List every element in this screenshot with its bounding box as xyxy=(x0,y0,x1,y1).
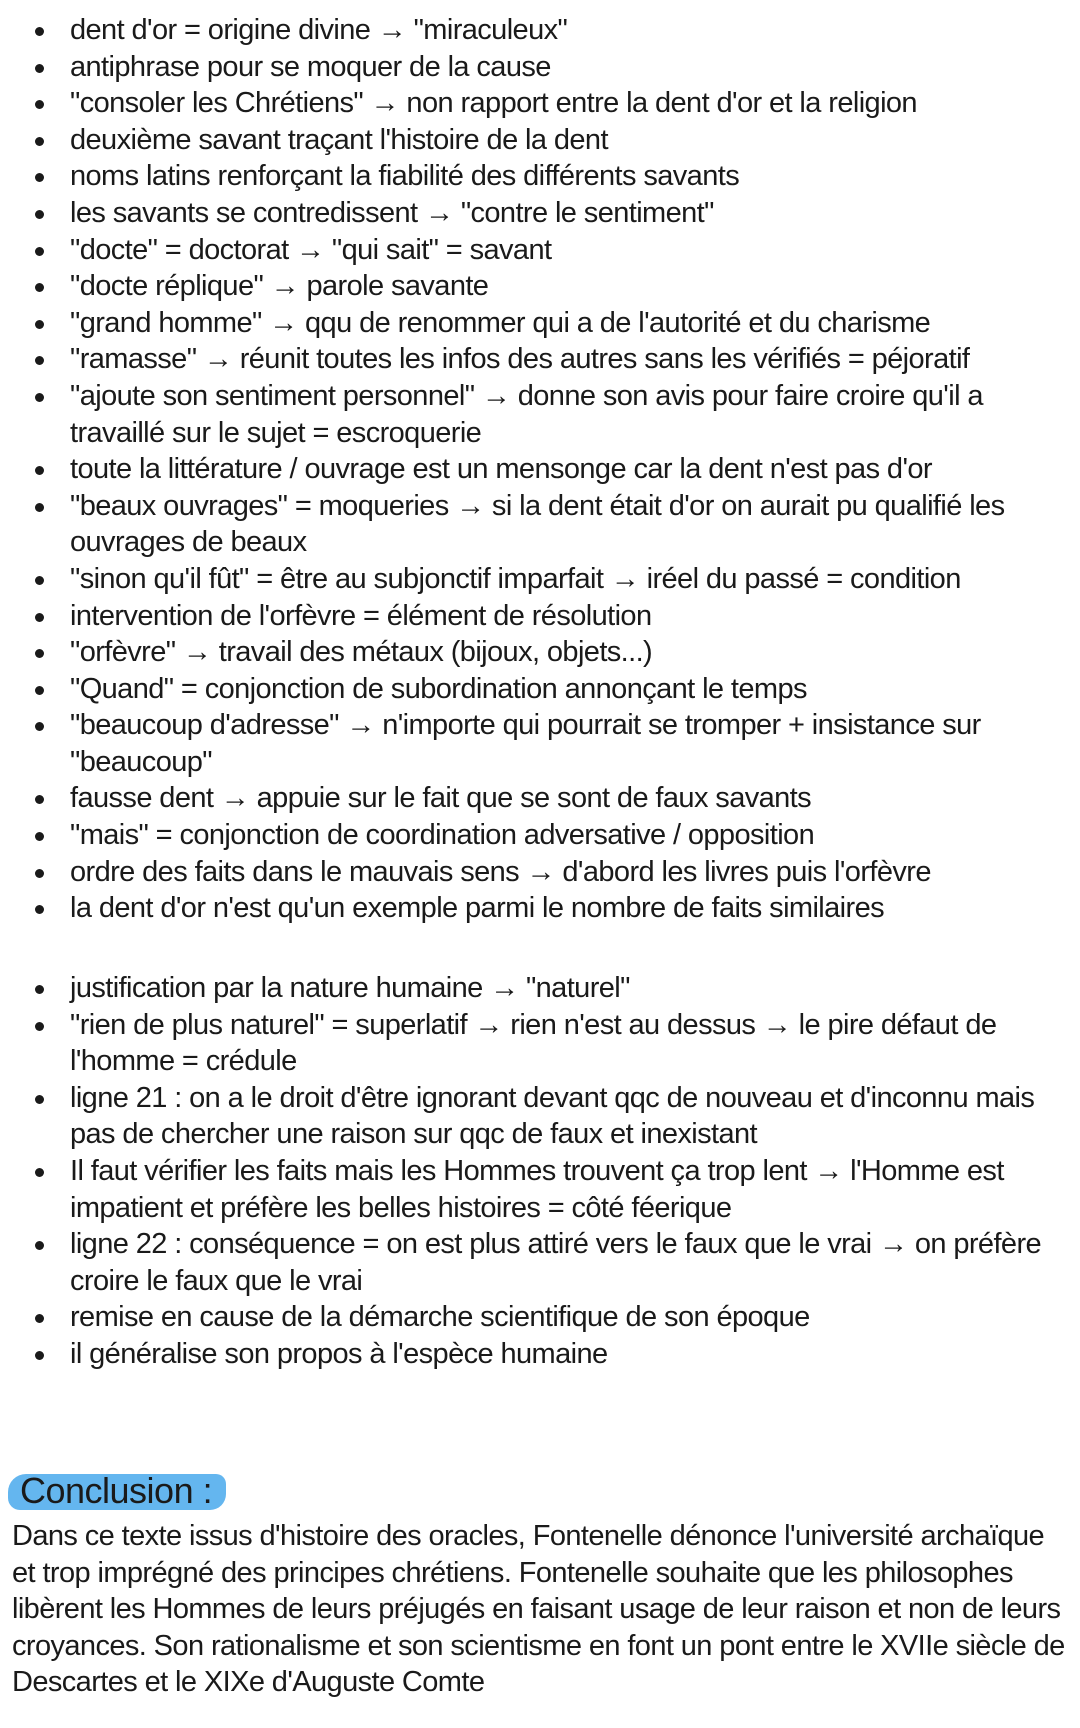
note-item: "orfèvre" → travail des métaux (bijoux, objets...) xyxy=(30,634,1070,671)
conclusion-heading-block xyxy=(8,1468,228,1516)
note-item: "consoler les Chrétiens" → non rapport entre la dent d'or et la religion xyxy=(30,85,1070,122)
note-item: toute la littérature / ouvrage est un mensonge car la dent n'est pas d'or xyxy=(30,451,1070,488)
note-item: "beaucoup d'adresse" → n'importe qui pourrait se tromper + insistance sur "beaucoup" xyxy=(30,707,1070,780)
note-item: antiphrase pour se moquer de la cause xyxy=(30,49,1070,86)
note-item: "sinon qu'il fût" = être au subjonctif imparfait → iréel du passé = condition xyxy=(30,561,1070,598)
note-item: "beaux ouvrages" = moqueries → si la dent était d'or on aurait pu qualifié les ouvrages de beaux xyxy=(30,488,1070,561)
note-item: noms latins renforçant la fiabilité des différents savants xyxy=(30,158,1070,195)
note-item: ligne 22 : conséquence = on est plus attiré vers le faux que le vrai → on préfère croire le faux que le vrai xyxy=(30,1226,1070,1299)
note-item: "mais" = conjonction de coordination adversative / opposition xyxy=(30,817,1070,854)
note-item: "grand homme" → qqu de renommer qui a de l'autorité et du charisme xyxy=(30,305,1070,342)
note-item: dent d'or = origine divine → "miraculeux" xyxy=(30,12,1070,49)
note-item: intervention de l'orfèvre = élément de résolution xyxy=(30,598,1070,635)
note-item: "ramasse" → réunit toutes les infos des autres sans les vérifiés = péjoratif xyxy=(30,341,1070,378)
note-item: Il faut vérifier les faits mais les Hommes trouvent ça trop lent → l'Homme est impatient et préfère les belles histoires = côté féerique xyxy=(30,1153,1070,1226)
note-item: fausse dent → appuie sur le fait que se sont de faux savants xyxy=(30,780,1070,817)
note-item: ordre des faits dans le mauvais sens → d'abord les livres puis l'orfèvre xyxy=(30,854,1070,891)
note-item: "rien de plus naturel" = superlatif → rien n'est au dessus → le pire défaut de l'homme = crédule xyxy=(30,1007,1070,1080)
note-item: deuxième savant traçant l'histoire de la dent xyxy=(30,122,1070,159)
note-item: "docte réplique" → parole savante xyxy=(30,268,1070,305)
note-item: ligne 21 : on a le droit d'être ignorant devant qqc de nouveau et d'inconnu mais pas de chercher une raison sur qqc de faux et inexistant xyxy=(30,1080,1070,1153)
note-item: les savants se contredissent → "contre le sentiment" xyxy=(30,195,1070,232)
note-item: il généralise son propos à l'espèce humaine xyxy=(30,1336,1070,1373)
note-item: "ajoute son sentiment personnel" → donne son avis pour faire croire qu'il a travaillé sur le sujet = escroquerie xyxy=(30,378,1070,451)
note-item: "Quand" = conjonction de subordination annonçant le temps xyxy=(30,671,1070,708)
note-item: "docte" = doctorat → "qui sait" = savant xyxy=(30,232,1070,269)
conclusion-heading: Conclusion : xyxy=(20,1470,213,1511)
note-item: la dent d'or n'est qu'un exemple parmi le nombre de faits similaires xyxy=(30,890,1070,927)
notes-list-part1 xyxy=(30,12,1070,927)
notes-list-part2 xyxy=(30,970,1070,1373)
note-item: remise en cause de la démarche scientifique de son époque xyxy=(30,1299,1070,1336)
note-item: justification par la nature humaine → "naturel" xyxy=(30,970,1070,1007)
conclusion-paragraph: Dans ce texte issus d'histoire des oracles, Fontenelle dénonce l'université archaïque et trop imprégné des principes chrétiens. Fontenelle souhaite que les philosophes libèrent les Hommes de leurs préjugés en faisant usage de leur raison et non de leurs croyances. Son rationalisme et son scientisme en font un pont entre le XVIIe siècle de Descartes et le XIXe d'Auguste Comte xyxy=(12,1520,1065,1699)
